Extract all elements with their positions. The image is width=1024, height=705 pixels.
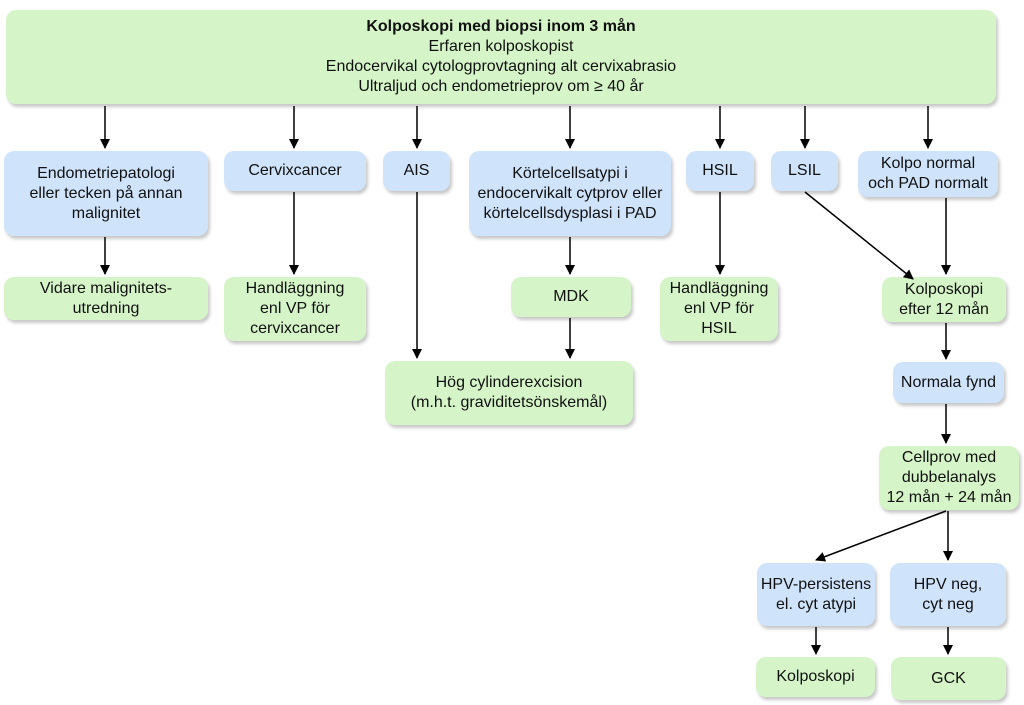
node-line: Ultraljud och endometrieprov om ≥ 40 år — [358, 78, 644, 95]
node-line: utredning — [72, 299, 140, 317]
node-line: cyt neg — [922, 595, 974, 613]
node-line: Erfaren kolposkopist — [428, 38, 574, 55]
node-line: Körtelcellsatypi i — [512, 164, 628, 182]
node-line: Cervixcancer — [248, 162, 342, 179]
node-line: LSIL — [788, 162, 821, 179]
node-line: endocervikalt cytprov eller — [477, 184, 663, 202]
node-line: malignitet — [71, 204, 141, 222]
node-line: dubbelanalys — [901, 469, 997, 486]
arrow-cellprov-to-hpvpers — [816, 511, 946, 560]
node-line: el. cyt atypi — [775, 595, 857, 613]
node-line: Vidare malignitets- — [39, 279, 173, 297]
node-line: HSIL — [701, 320, 737, 337]
node-line: Endometriepatologi — [37, 164, 175, 182]
node-line: körtelcellsdysplasi i PAD — [483, 204, 657, 222]
node-line: och PAD normalt — [868, 175, 988, 192]
node-line: efter 12 mån — [899, 300, 989, 318]
node-line: Kolposkopi — [776, 668, 855, 685]
node-line: Normala fynd — [900, 373, 997, 391]
node-line: GCK — [931, 669, 966, 687]
node-line: (m.h.t. graviditetsönskemål) — [410, 394, 608, 411]
node-line: 12 mån + 24 mån — [886, 489, 1012, 506]
node-line: HPV-persistens — [760, 575, 872, 593]
node-line: HSIL — [702, 162, 738, 179]
node-title: Kolposkopi med biopsi inom 3 mån — [366, 18, 636, 35]
node-line: cervixcancer — [250, 320, 340, 337]
node-line: Cellprov med — [901, 449, 997, 466]
node-line: AIS — [403, 162, 430, 179]
node-line: Kolpo normal — [880, 155, 976, 172]
node-line: Handläggning — [245, 280, 345, 297]
node-line: Kolposkopi — [904, 280, 984, 298]
node-line: Endocervikal cytologprovtagning alt cervixabrasio — [325, 58, 677, 75]
node-line: eller tecken på annan — [29, 184, 183, 202]
node-line: Hög cylinderexcision — [435, 374, 583, 391]
arrow-lsil-to-kolpo12 — [805, 192, 913, 279]
node-line: MDK — [553, 288, 589, 305]
node-line: HPV neg, — [913, 575, 983, 593]
node-line: enl VP för — [260, 300, 330, 317]
node-line: enl VP för — [684, 300, 754, 317]
node-line: Handläggning — [669, 280, 769, 297]
